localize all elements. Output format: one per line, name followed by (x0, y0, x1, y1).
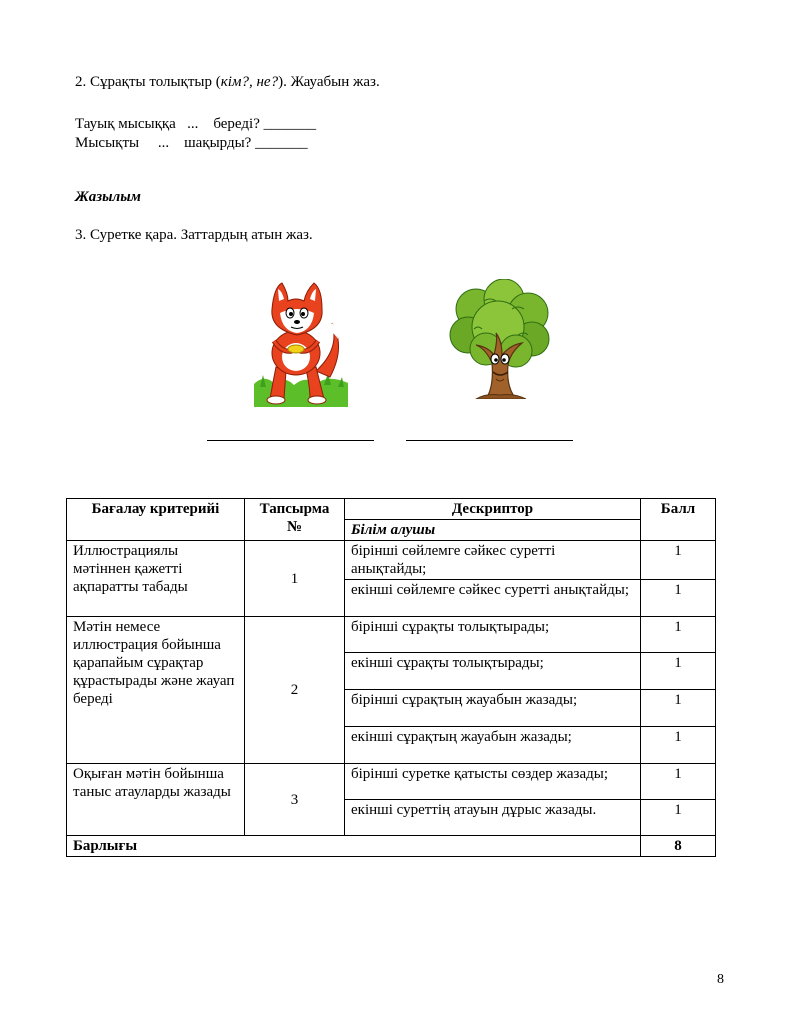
answer-line-fox[interactable] (207, 440, 374, 441)
question-2-prefix: 2. Сұрақты толықтыр ( (75, 74, 221, 90)
score-3-1: 1 (641, 764, 716, 800)
page-number: 8 (717, 972, 724, 987)
descriptor-2-2: екінші сұрақты толықтырады; (345, 653, 641, 690)
question-2-suffix: ). Жауабын жаз. (278, 74, 380, 90)
descriptor-3-2: екінші суреттің атауын дұрыс жазады. (345, 800, 641, 836)
descriptor-1-1: бірінші сөйлемге сәйкес суретті анықтайды; (345, 541, 641, 580)
descriptor-2-4: екінші сұрақтың жауабын жазады; (345, 727, 641, 764)
score-1-1: 1 (641, 541, 716, 580)
score-2-3: 1 (641, 690, 716, 727)
question-2-hint: кім?, не? (220, 74, 279, 90)
question-2-line-2: Мысықты ... шақырды? _______ (75, 135, 308, 151)
header-descriptor: Дескриптор (345, 499, 641, 520)
question-2-instruction (75, 74, 380, 91)
total-score: 8 (641, 836, 716, 857)
task-number-1: 1 (245, 541, 345, 617)
score-2-4: 1 (641, 727, 716, 764)
fox-icon (254, 279, 348, 407)
descriptor-2-3: бірінші сұрақтың жауабын жазады; (345, 690, 641, 727)
descriptor-1-2: екінші сөйлемге сәйкес суретті анықтайды; (345, 580, 641, 617)
task-number-3: 3 (245, 764, 345, 836)
tree-icon (446, 279, 552, 399)
criterion-2: Мәтін немесе иллюстрация бойынша қарапайым сұрақтар құрастырады және жауап береді (67, 617, 245, 764)
assessment-table (66, 498, 716, 857)
task-number-2: 2 (245, 617, 345, 764)
score-2-1: 1 (641, 617, 716, 653)
section-title: Жазылым (75, 189, 141, 205)
score-3-2: 1 (641, 800, 716, 836)
total-label: Барлығы (67, 836, 641, 857)
criterion-3: Оқыған мәтін бойынша таныс атауларды жазады (67, 764, 245, 836)
score-1-2: 1 (641, 580, 716, 617)
header-descriptor-sub: Білім алушы (345, 520, 641, 541)
answer-line-tree[interactable] (406, 440, 573, 441)
question-2-line-1: Тауық мысыққа ... береді? _______ (75, 116, 317, 132)
descriptor-2-1: бірінші сұрақты толықтырады; (345, 617, 641, 653)
header-task: Тапсырма № (245, 499, 345, 541)
descriptor-3-1: бірінші суретке қатысты сөздер жазады; (345, 764, 641, 800)
score-2-2: 1 (641, 653, 716, 690)
header-score: Балл (641, 499, 716, 541)
question-3-instruction: 3. Суретке қара. Заттардың атын жаз. (75, 227, 313, 243)
criterion-1: Иллюстрациялы мәтіннен қажетті ақпаратты табады (67, 541, 245, 617)
header-criteria: Бағалау критерийі (67, 499, 245, 541)
